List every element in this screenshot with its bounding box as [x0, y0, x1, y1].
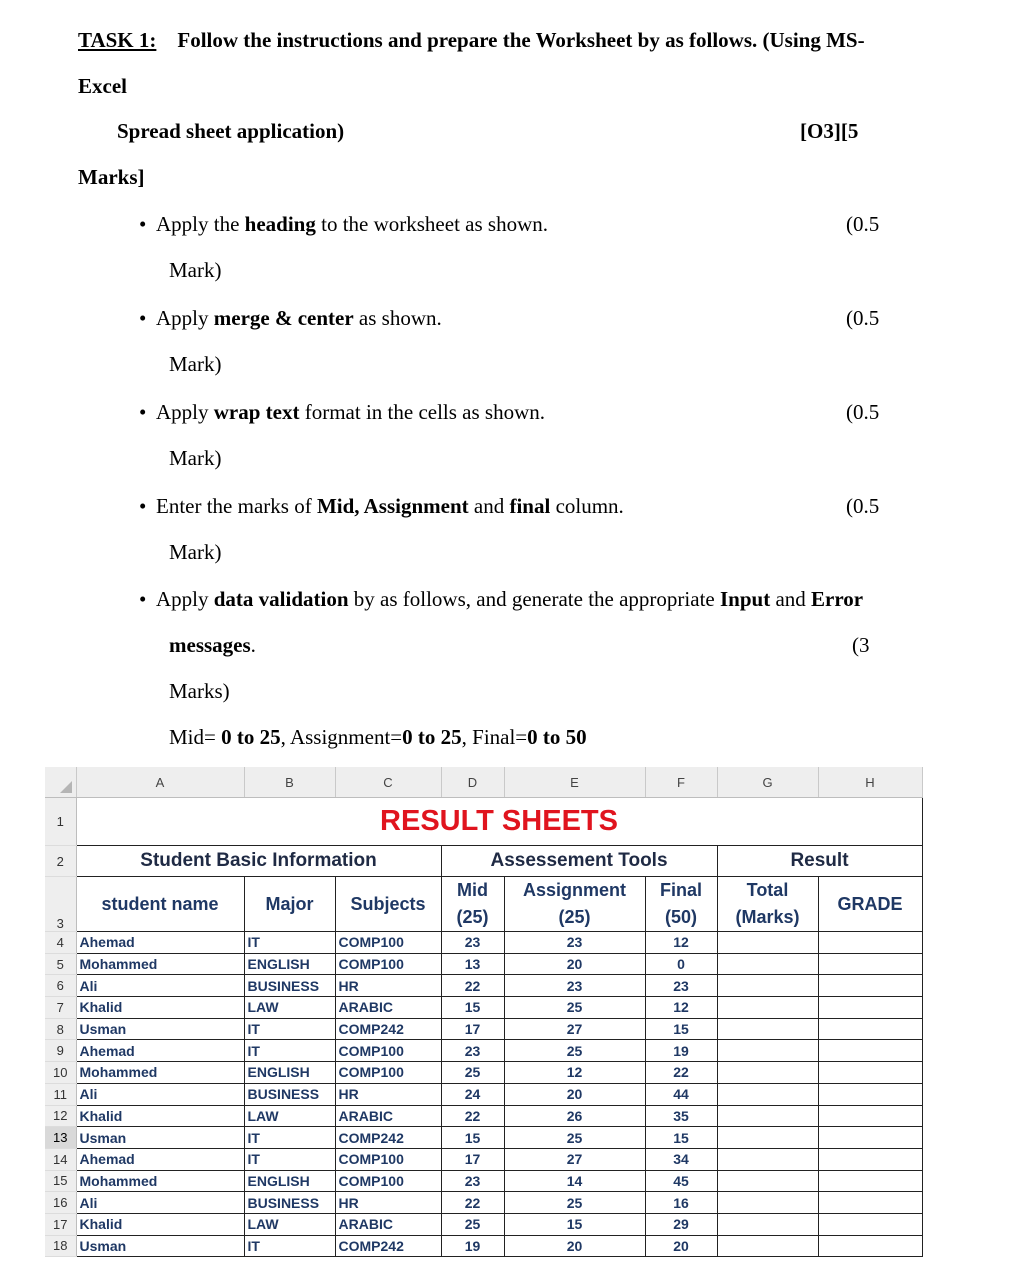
validation-mark: (3: [852, 633, 870, 657]
cell-student-name[interactable]: Usman: [76, 1235, 244, 1257]
instruction-mark: Mark): [169, 446, 222, 470]
task-heading: [78, 28, 865, 53]
cell-final[interactable]: 29: [645, 1213, 717, 1235]
instruction-item: • Apply the heading to the worksheet as shown.: [156, 212, 548, 237]
cell-final[interactable]: 35: [645, 1105, 717, 1127]
cell-mid[interactable]: 17: [441, 1148, 504, 1170]
row-header[interactable]: 9: [45, 1040, 76, 1062]
cell-student-name[interactable]: Khalid: [76, 997, 244, 1019]
cell-student-name[interactable]: Ali: [76, 1192, 244, 1214]
cell-assignment[interactable]: 25: [504, 997, 645, 1019]
cell-mid[interactable]: 25: [441, 1213, 504, 1235]
cell-major[interactable]: BUSINESS: [244, 1083, 335, 1105]
sheet-grid: [45, 767, 923, 1257]
cell-grade[interactable]: [818, 1170, 922, 1192]
column-header[interactable]: F: [645, 767, 717, 798]
cell-major[interactable]: IT: [244, 1235, 335, 1257]
task-line4: Marks]: [78, 165, 145, 189]
cell-grade[interactable]: [818, 1148, 922, 1170]
cell-major[interactable]: ENGLISH: [244, 1170, 335, 1192]
cell-mid[interactable]: 23: [441, 932, 504, 954]
data-rows: [45, 932, 922, 1257]
instruction-mark: Mark): [169, 258, 222, 282]
row-header[interactable]: 10: [45, 1062, 76, 1084]
table-row: [45, 1040, 922, 1062]
cell-mid[interactable]: 15: [441, 1127, 504, 1149]
cell-grade[interactable]: [818, 1040, 922, 1062]
cell-assignment[interactable]: 23: [504, 975, 645, 997]
title-row: [45, 798, 922, 846]
cell-grade[interactable]: [818, 932, 922, 954]
header-final[interactable]: Final (50): [645, 877, 717, 932]
cell-mid[interactable]: 19: [441, 1235, 504, 1257]
cell-mid[interactable]: 23: [441, 1040, 504, 1062]
validation-rule: Mid= 0 to 25, Assignment=0 to 25, Final=0 to 50: [169, 725, 587, 749]
table-row: [45, 1213, 922, 1235]
cell-grade[interactable]: [818, 1192, 922, 1214]
cell-student-name[interactable]: Ali: [76, 975, 244, 997]
cell-total[interactable]: [717, 1235, 818, 1257]
cell-assignment[interactable]: 27: [504, 1018, 645, 1040]
column-header[interactable]: E: [504, 767, 645, 798]
task-line1: Follow the instructions and prepare the Worksheet by as follows. (Using MS-: [177, 28, 865, 52]
cell-mid[interactable]: 22: [441, 1105, 504, 1127]
cell-subject[interactable]: COMP100: [335, 1170, 441, 1192]
cell-final[interactable]: 22: [645, 1062, 717, 1084]
cell-total[interactable]: [717, 932, 818, 954]
task-line2: Excel: [78, 74, 127, 98]
cell-final[interactable]: 16: [645, 1192, 717, 1214]
table-row: [45, 975, 922, 997]
cell-grade[interactable]: [818, 1235, 922, 1257]
cell-assignment[interactable]: 26: [504, 1105, 645, 1127]
cell-major[interactable]: IT: [244, 1127, 335, 1149]
row-header[interactable]: 4: [45, 932, 76, 954]
cell-final[interactable]: 15: [645, 1018, 717, 1040]
row-header[interactable]: 3: [45, 877, 76, 932]
cell-subject[interactable]: HR: [335, 1083, 441, 1105]
cell-major[interactable]: LAW: [244, 1105, 335, 1127]
row-header[interactable]: 5: [45, 953, 76, 975]
cell-student-name[interactable]: Ahemad: [76, 1148, 244, 1170]
cell-total[interactable]: [717, 1127, 818, 1149]
cell-major[interactable]: IT: [244, 1018, 335, 1040]
cell-mid[interactable]: 22: [441, 975, 504, 997]
cell-assignment[interactable]: 25: [504, 1192, 645, 1214]
row-header[interactable]: 14: [45, 1148, 76, 1170]
cell-student-name[interactable]: Mohammed: [76, 1170, 244, 1192]
cell-grade[interactable]: [818, 975, 922, 997]
cell-mid[interactable]: 22: [441, 1192, 504, 1214]
instruction-mark: Mark): [169, 352, 222, 376]
cell-final[interactable]: 20: [645, 1235, 717, 1257]
header-student-name[interactable]: student name: [76, 877, 244, 932]
column-header[interactable]: G: [717, 767, 818, 798]
column-header[interactable]: B: [244, 767, 335, 798]
cell-final[interactable]: 34: [645, 1148, 717, 1170]
cell-assignment[interactable]: 15: [504, 1213, 645, 1235]
select-all-corner[interactable]: [45, 767, 76, 798]
cell-assignment[interactable]: 27: [504, 1148, 645, 1170]
table-row: [45, 1170, 922, 1192]
result-sheet: [45, 767, 922, 1259]
row-header[interactable]: 18: [45, 1235, 76, 1257]
cell-total[interactable]: [717, 953, 818, 975]
table-row: [45, 1018, 922, 1040]
cell-major[interactable]: LAW: [244, 997, 335, 1019]
cell-major[interactable]: ENGLISH: [244, 953, 335, 975]
row-header[interactable]: 6: [45, 975, 76, 997]
cell-grade[interactable]: [818, 1213, 922, 1235]
cell-final[interactable]: 45: [645, 1170, 717, 1192]
cell-subject[interactable]: ARABIC: [335, 997, 441, 1019]
header-row: [45, 877, 922, 932]
cell-total[interactable]: [717, 1192, 818, 1214]
row-header[interactable]: 11: [45, 1083, 76, 1105]
cell-total[interactable]: [717, 1018, 818, 1040]
cell-major[interactable]: ENGLISH: [244, 1062, 335, 1084]
header-major[interactable]: Major: [244, 877, 335, 932]
cell-mid[interactable]: 17: [441, 1018, 504, 1040]
instruction-mark: (0.5: [846, 494, 880, 518]
cell-final[interactable]: 23: [645, 975, 717, 997]
instruction-item: • Apply merge & center as shown.: [156, 306, 442, 331]
cell-subject[interactable]: COMP242: [335, 1127, 441, 1149]
row-header[interactable]: 13: [45, 1127, 76, 1149]
group-row: [45, 846, 922, 877]
cell-total[interactable]: [717, 1040, 818, 1062]
row-header[interactable]: 8: [45, 1018, 76, 1040]
cell-final[interactable]: 44: [645, 1083, 717, 1105]
cell-student-name[interactable]: Ali: [76, 1083, 244, 1105]
cell-student-name[interactable]: Mohammed: [76, 1062, 244, 1084]
cell-assignment[interactable]: 23: [504, 932, 645, 954]
cell-grade[interactable]: [818, 1083, 922, 1105]
cell-subject[interactable]: COMP100: [335, 1148, 441, 1170]
table-row: [45, 1148, 922, 1170]
column-header[interactable]: D: [441, 767, 504, 798]
cell-student-name[interactable]: Khalid: [76, 1213, 244, 1235]
table-row: [45, 953, 922, 975]
cell-assignment[interactable]: 20: [504, 953, 645, 975]
cell-subject[interactable]: COMP100: [335, 1040, 441, 1062]
instruction-mark: Mark): [169, 540, 222, 564]
cell-subject[interactable]: COMP100: [335, 953, 441, 975]
table-row: [45, 1127, 922, 1149]
cell-total[interactable]: [717, 997, 818, 1019]
cell-student-name[interactable]: Khalid: [76, 1105, 244, 1127]
cell-major[interactable]: BUSINESS: [244, 975, 335, 997]
header-subjects[interactable]: Subjects: [335, 877, 441, 932]
column-header[interactable]: C: [335, 767, 441, 798]
table-row: [45, 1105, 922, 1127]
row-header[interactable]: 16: [45, 1192, 76, 1214]
cell-subject[interactable]: COMP242: [335, 1235, 441, 1257]
header-total[interactable]: Total (Marks): [717, 877, 818, 932]
cell-mid[interactable]: 24: [441, 1083, 504, 1105]
column-header[interactable]: H: [818, 767, 922, 798]
sheet-title[interactable]: RESULT SHEETS: [76, 798, 922, 846]
cell-student-name[interactable]: Usman: [76, 1018, 244, 1040]
table-row: [45, 1062, 922, 1084]
cell-subject[interactable]: ARABIC: [335, 1213, 441, 1235]
table-row: [45, 1235, 922, 1257]
row-header[interactable]: 2: [45, 846, 76, 877]
table-row: [45, 997, 922, 1019]
cell-total[interactable]: [717, 1148, 818, 1170]
column-header-row: [45, 767, 922, 798]
row-header[interactable]: 7: [45, 997, 76, 1019]
cell-student-name[interactable]: Ahemad: [76, 1040, 244, 1062]
row-header[interactable]: 12: [45, 1105, 76, 1127]
header-mid[interactable]: Mid (25): [441, 877, 504, 932]
cell-grade[interactable]: [818, 953, 922, 975]
cell-mid[interactable]: 13: [441, 953, 504, 975]
cell-assignment[interactable]: 20: [504, 1083, 645, 1105]
table-row: [45, 1192, 922, 1214]
instruction-mark: (0.5: [846, 306, 880, 330]
cell-student-name[interactable]: Mohammed: [76, 953, 244, 975]
cell-subject[interactable]: COMP100: [335, 932, 441, 954]
cell-major[interactable]: LAW: [244, 1213, 335, 1235]
cell-grade[interactable]: [818, 1105, 922, 1127]
cell-grade[interactable]: [818, 1018, 922, 1040]
cell-total[interactable]: [717, 975, 818, 997]
instruction-mark: (0.5: [846, 212, 880, 236]
group-assessment-tools[interactable]: Assessement Tools: [441, 846, 717, 877]
cell-grade[interactable]: [818, 1127, 922, 1149]
cell-total[interactable]: [717, 1062, 818, 1084]
validation-mark: Marks): [169, 679, 230, 703]
cell-mid[interactable]: 23: [441, 1170, 504, 1192]
cell-student-name[interactable]: Ahemad: [76, 932, 244, 954]
instruction-item: • Apply wrap text format in the cells as shown.: [156, 400, 545, 425]
cell-mid[interactable]: 25: [441, 1062, 504, 1084]
cell-final[interactable]: 19: [645, 1040, 717, 1062]
row-header[interactable]: 15: [45, 1170, 76, 1192]
header-grade[interactable]: GRADE: [818, 877, 922, 932]
cell-final[interactable]: 12: [645, 997, 717, 1019]
row-header[interactable]: 1: [45, 798, 76, 846]
row-header[interactable]: 17: [45, 1213, 76, 1235]
cell-total[interactable]: [717, 1105, 818, 1127]
validation-item: • Apply data validation by as follows, and generate the appropriate Input and Error: [156, 587, 863, 612]
cell-assignment[interactable]: 14: [504, 1170, 645, 1192]
cell-subject[interactable]: COMP100: [335, 1062, 441, 1084]
cell-major[interactable]: BUSINESS: [244, 1192, 335, 1214]
group-result[interactable]: Result: [717, 846, 922, 877]
cell-assignment[interactable]: 25: [504, 1040, 645, 1062]
cell-final[interactable]: 12: [645, 932, 717, 954]
cell-subject[interactable]: COMP242: [335, 1018, 441, 1040]
cell-assignment[interactable]: 20: [504, 1235, 645, 1257]
cell-final[interactable]: 15: [645, 1127, 717, 1149]
validation-line2: messages.: [169, 633, 256, 657]
table-row: [45, 932, 922, 954]
cell-subject[interactable]: HR: [335, 1192, 441, 1214]
task-label: TASK 1:: [78, 28, 157, 52]
instruction-mark: (0.5: [846, 400, 880, 424]
cell-major[interactable]: IT: [244, 1148, 335, 1170]
cell-subject[interactable]: ARABIC: [335, 1105, 441, 1127]
cell-grade[interactable]: [818, 997, 922, 1019]
cell-student-name[interactable]: Usman: [76, 1127, 244, 1149]
instruction-item: • Enter the marks of Mid, Assignment and final column.: [156, 494, 624, 519]
cell-assignment[interactable]: 12: [504, 1062, 645, 1084]
cell-mid[interactable]: 15: [441, 997, 504, 1019]
cell-total[interactable]: [717, 1213, 818, 1235]
cell-total[interactable]: [717, 1083, 818, 1105]
cell-major[interactable]: IT: [244, 932, 335, 954]
cell-subject[interactable]: HR: [335, 975, 441, 997]
cell-assignment[interactable]: 25: [504, 1127, 645, 1149]
header-assignment[interactable]: Assignment (25): [504, 877, 645, 932]
column-header[interactable]: A: [76, 767, 244, 798]
cell-total[interactable]: [717, 1170, 818, 1192]
group-student-info[interactable]: Student Basic Information: [76, 846, 441, 877]
cell-major[interactable]: IT: [244, 1040, 335, 1062]
cell-final[interactable]: 0: [645, 953, 717, 975]
table-row: [45, 1083, 922, 1105]
cell-grade[interactable]: [818, 1062, 922, 1084]
task-line3: Spread sheet application): [117, 119, 345, 143]
task-marks-code: [O3][5: [800, 119, 859, 143]
